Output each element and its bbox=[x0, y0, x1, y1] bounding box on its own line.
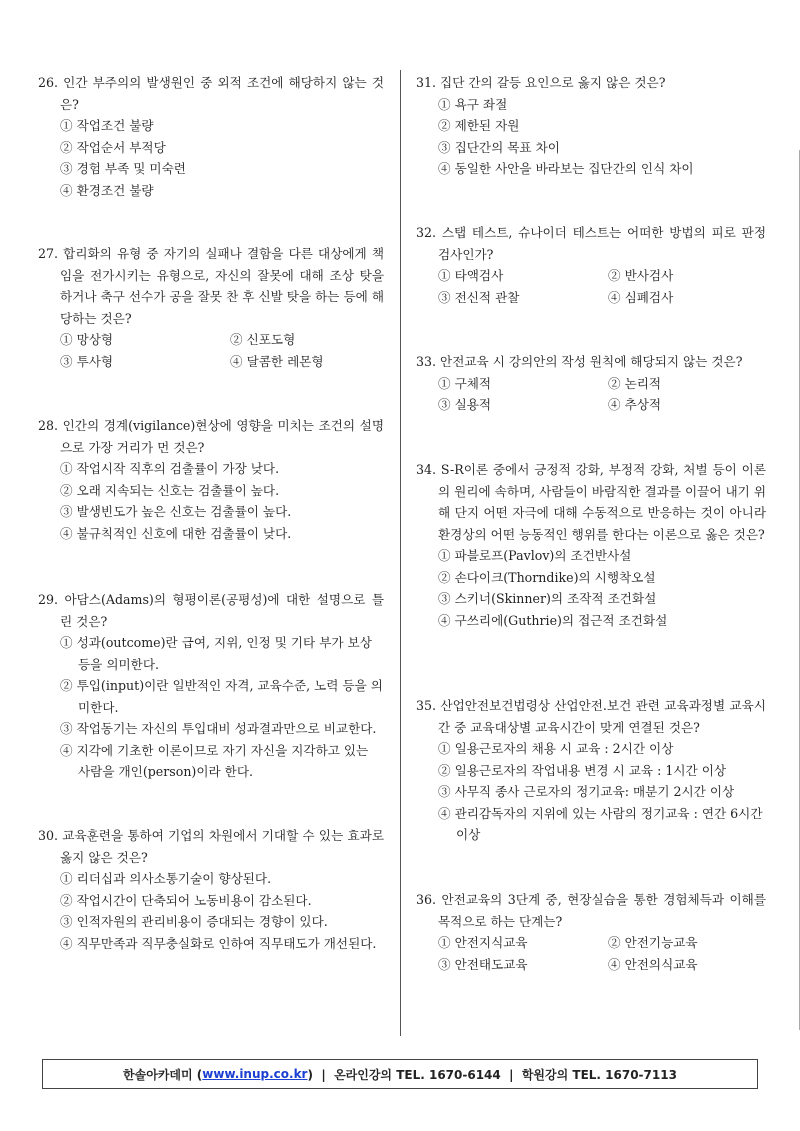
question-number: 31. bbox=[416, 75, 437, 90]
question-number: 26. bbox=[38, 75, 59, 90]
question-number: 27. bbox=[38, 246, 59, 261]
footer-suffix: ) | 온라인강의 TEL. 1670-6144 | 학원강의 TEL. 1670-7113 bbox=[307, 1067, 677, 1082]
option-2: ② 안전기능교육 bbox=[608, 935, 698, 950]
option-1: ① 리더십과 의사소통기술이 향상된다. bbox=[60, 871, 272, 886]
option-1: ① 작업조건 불량 bbox=[60, 118, 154, 133]
option-2: ② 투입(input)이란 일반적인 자격, 교육수준, 노력 등을 의미한다. bbox=[60, 678, 383, 715]
option-2: ② 작업시간이 단축되어 노동비용이 감소된다. bbox=[60, 892, 312, 908]
question-number: 32. bbox=[416, 225, 437, 240]
question-28 bbox=[38, 415, 384, 544]
option-1: ① 타액검사 bbox=[438, 268, 504, 283]
question-number: 36. bbox=[416, 892, 437, 907]
question-number: 35. bbox=[416, 698, 437, 713]
option-3: ③ 안전태도교육 bbox=[438, 956, 528, 972]
website-link[interactable]: www.inup.co.kr bbox=[202, 1067, 308, 1081]
option-3: ③ 투사형 bbox=[60, 353, 114, 369]
question-number: 28. bbox=[38, 418, 59, 433]
question-34 bbox=[416, 459, 766, 631]
column-divider bbox=[400, 70, 401, 1036]
option-4: ④ 동일한 사안을 바라보는 집단간의 인식 차이 bbox=[438, 161, 694, 176]
option-4: ④ 달콤한 레몬형 bbox=[230, 353, 324, 369]
option-1: ① 구체적 bbox=[438, 375, 492, 391]
option-2: ② 신포도형 bbox=[230, 332, 296, 347]
question-33 bbox=[416, 351, 766, 416]
question-32 bbox=[416, 222, 766, 308]
option-2: ② 제한된 자원 bbox=[438, 118, 520, 133]
option-2: ② 일용근로자의 작업내용 변경 시 교육 : 1시간 이상 bbox=[438, 762, 727, 778]
question-29 bbox=[38, 589, 384, 783]
option-1: ① 안전지식교육 bbox=[438, 935, 528, 950]
question-number: 29. bbox=[38, 592, 59, 607]
option-4: ④ 심폐검사 bbox=[608, 289, 674, 305]
option-2: ② 논리적 bbox=[608, 375, 662, 391]
question-text: 산업안전보건법령상 산업안전.보건 관련 교육과정별 교육시간 중 교육대상별 교육시간이 맞게 연결된 것은? bbox=[438, 698, 766, 735]
option-2: ② 반사검사 bbox=[608, 268, 674, 283]
question-text: 집단 간의 갈등 요인으로 옳지 않은 것은? bbox=[440, 75, 666, 90]
question-number: 30. bbox=[38, 828, 59, 843]
question-text: 안전교육 시 강의안의 작성 원칙에 해당되지 않는 것은? bbox=[440, 354, 743, 369]
option-1: ① 성과(outcome)란 급여, 지위, 인정 및 기타 부가 보상 등을 의미한다. bbox=[60, 635, 372, 672]
option-1: ① 욕구 좌절 bbox=[438, 96, 508, 112]
option-4: ④ 지각에 기초한 이론이므로 자기 자신을 지각하고 있는 사람을 개인(person)이라 한다. bbox=[60, 742, 369, 779]
option-4: ④ 추상적 bbox=[608, 397, 662, 412]
question-30 bbox=[38, 825, 384, 954]
option-4: ④ 불규칙적인 신호에 대한 검출률이 낮다. bbox=[60, 525, 292, 541]
footer-contact-box bbox=[42, 1059, 758, 1089]
option-4: ④ 직무만족과 직무충실화로 인하여 직무태도가 개선된다. bbox=[60, 935, 377, 951]
question-27 bbox=[38, 243, 384, 372]
question-35 bbox=[416, 695, 766, 846]
footer-prefix: 한솔아카데미 ( bbox=[123, 1067, 203, 1082]
option-2: ② 작업순서 부적당 bbox=[60, 139, 166, 155]
option-3: ③ 전신적 관찰 bbox=[438, 289, 520, 305]
option-3: ③ 작업동기는 자신의 투입대비 성과결과만으로 비교한다. bbox=[60, 721, 377, 736]
option-1: ① 작업시작 직후의 검출률이 가장 낮다. bbox=[60, 461, 280, 476]
question-text: 합리화의 유형 중 자기의 실패나 결함을 다른 대상에게 책임을 전가시키는 유형으로, 자신의 잘못에 대해 조상 탓을 하거나 축구 선수가 공을 잘못 찬 후 신발 탓을 하는 등에 해당하는 것은? bbox=[60, 246, 384, 326]
question-text: 교육훈련을 통하여 기업의 차원에서 기대할 수 있는 효과로 옳지 않은 것은? bbox=[60, 828, 384, 865]
option-3: ③ 인적자원의 관리비용이 증대되는 경향이 있다. bbox=[60, 914, 328, 929]
question-text: 스탭 테스트, 슈나이더 테스트는 어떠한 방법의 피로 판정 검사인가? bbox=[438, 225, 766, 262]
option-4: ④ 안전의식교육 bbox=[608, 956, 698, 972]
question-text: 인간 부주의의 발생원인 중 외적 조건에 해당하지 않는 것은? bbox=[60, 75, 384, 112]
option-4: ④ 환경조건 불량 bbox=[60, 182, 154, 198]
option-1: ① 파블로프(Pavlov)의 조건반사설 bbox=[438, 548, 632, 563]
option-3: ③ 스키너(Skinner)의 조작적 조건화설 bbox=[438, 591, 657, 606]
option-3: ③ 사무직 종사 근로자의 정기교육: 매분기 2시간 이상 bbox=[438, 784, 735, 799]
option-1: ① 망상형 bbox=[60, 332, 114, 347]
option-1: ① 일용근로자의 채용 시 교육 : 2시간 이상 bbox=[438, 741, 674, 756]
option-2: ② 오래 지속되는 신호는 검출률이 높다. bbox=[60, 482, 280, 498]
option-4: ④ 구쓰리에(Guthrie)의 접근적 조건화설 bbox=[438, 612, 668, 628]
question-31 bbox=[416, 72, 766, 180]
question-text: 인간의 경계(vigilance)현상에 영향을 미치는 조건의 설명으로 가장 거리가 먼 것은? bbox=[60, 418, 384, 455]
question-number: 34. bbox=[416, 462, 437, 477]
option-2: ② 손다이크(Thorndike)의 시행착오설 bbox=[438, 569, 656, 585]
option-3: ③ 발생빈도가 높은 신호는 검출률이 높다. bbox=[60, 504, 292, 519]
option-3: ③ 집단간의 목표 차이 bbox=[438, 139, 560, 155]
question-text: 아담스(Adams)의 형평이론(공평성)에 대한 설명으로 틀린 것은? bbox=[60, 592, 384, 629]
question-26 bbox=[38, 72, 384, 201]
option-3: ③ 실용적 bbox=[438, 397, 492, 412]
question-text: S-R이론 중에서 긍정적 강화, 부정적 강화, 처벌 등이 이론의 원리에 속하며, 사람들이 바람직한 결과를 이끌어 내기 위해 단지 어떤 자극에 대해 수동적으로 반응하는 것이 아니라 환경상의 어떤 능동적인 행위를 한다는 이론으로 옳은 것은? bbox=[438, 462, 767, 542]
question-36 bbox=[416, 889, 766, 975]
question-text: 안전교육의 3단계 중, 현장실습을 통한 경험체득과 이해를 목적으로 하는 단계는? bbox=[438, 892, 766, 929]
question-number: 33. bbox=[416, 354, 437, 369]
option-4: ④ 관리감독자의 지위에 있는 사람의 정기교육 : 연간 6시간 이상 bbox=[438, 805, 763, 842]
option-3: ③ 경험 부족 및 미숙련 bbox=[60, 161, 186, 176]
